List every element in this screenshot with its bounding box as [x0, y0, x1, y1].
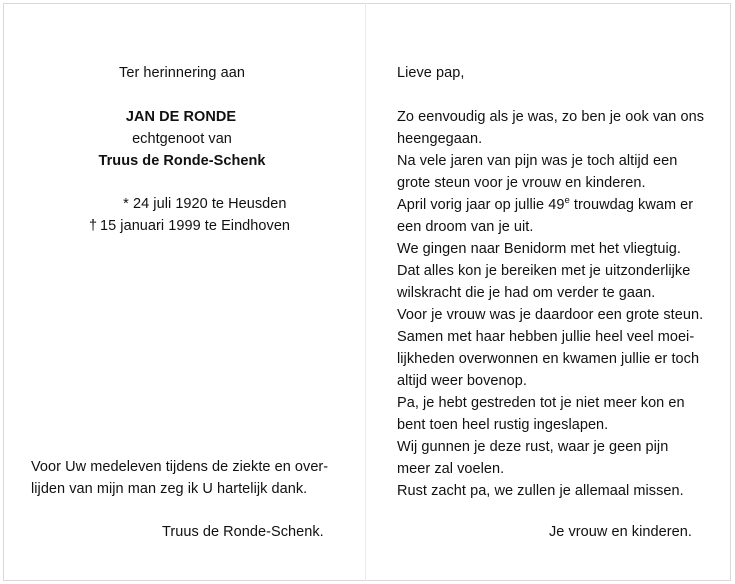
- letter-line: Wij gunnen je deze rust, waar je geen pijn: [397, 439, 669, 455]
- letter-line: Dat alles kon je bereiken met je uitzonderlijke: [397, 263, 691, 279]
- signature: Truus de Ronde-Schenk.: [162, 524, 324, 540]
- thanks-line-2: lijden van mijn man zeg ik U hartelijk dank.: [31, 481, 308, 497]
- letter-line: Samen met haar hebben jullie heel veel moei-: [397, 329, 695, 345]
- letter-line-anniversary: April vorig jaar op jullie 49e trouwdag kwam er: [397, 195, 694, 213]
- death-cross-icon: †: [88, 218, 98, 234]
- card-fold-line: [365, 3, 366, 581]
- ordinal-superscript: e: [564, 195, 570, 206]
- deceased-name: JAN DE RONDE: [125, 109, 237, 125]
- death-line: [86, 217, 290, 235]
- letter-line: een droom van je uit.: [397, 219, 534, 235]
- letter-line: meer zal voelen.: [397, 461, 505, 477]
- letter-line: bent toen heel rustig ingeslapen.: [397, 417, 609, 433]
- letter-line: Zo eenvoudig als je was, zo ben je ook van ons: [397, 109, 704, 125]
- thanks-line-1: Voor Uw medeleven tijdens de ziekte en over-: [31, 459, 329, 475]
- letter-line: Rust zacht pa, we zullen je allemaal missen.: [397, 483, 684, 499]
- letter-line: Pa, je hebt gestreden tot je niet meer kon en: [397, 395, 685, 411]
- letter-line: Na vele jaren van pijn was je toch altijd een: [397, 153, 678, 169]
- death-date: 15 januari 1999 te Eindhoven: [100, 218, 291, 234]
- spouse-name: Truus de Ronde-Schenk: [98, 153, 266, 169]
- birth-star-icon: *: [123, 196, 129, 212]
- birth-line: [119, 195, 287, 213]
- letter-line: Voor je vrouw was je daardoor een grote steun.: [397, 307, 704, 323]
- letter-line: heengegaan.: [397, 131, 483, 147]
- intro-text: Ter herinnering aan: [119, 65, 245, 81]
- letter-line: lijkheden overwonnen en kwamen jullie er toch: [397, 351, 700, 367]
- closing-signature: Je vrouw en kinderen.: [549, 524, 692, 540]
- relation-text: echtgenoot van: [132, 131, 232, 147]
- letter-line: grote steun voor je vrouw en kinderen.: [397, 175, 646, 191]
- birth-date: 24 juli 1920 te Heusden: [133, 196, 287, 212]
- salutation: Lieve pap,: [397, 65, 465, 81]
- letter-line: wilskracht die je had om verder te gaan.: [397, 285, 656, 301]
- letter-line: We gingen naar Benidorm met het vliegtuig.: [397, 241, 681, 257]
- letter-line: altijd weer bovenop.: [397, 373, 527, 389]
